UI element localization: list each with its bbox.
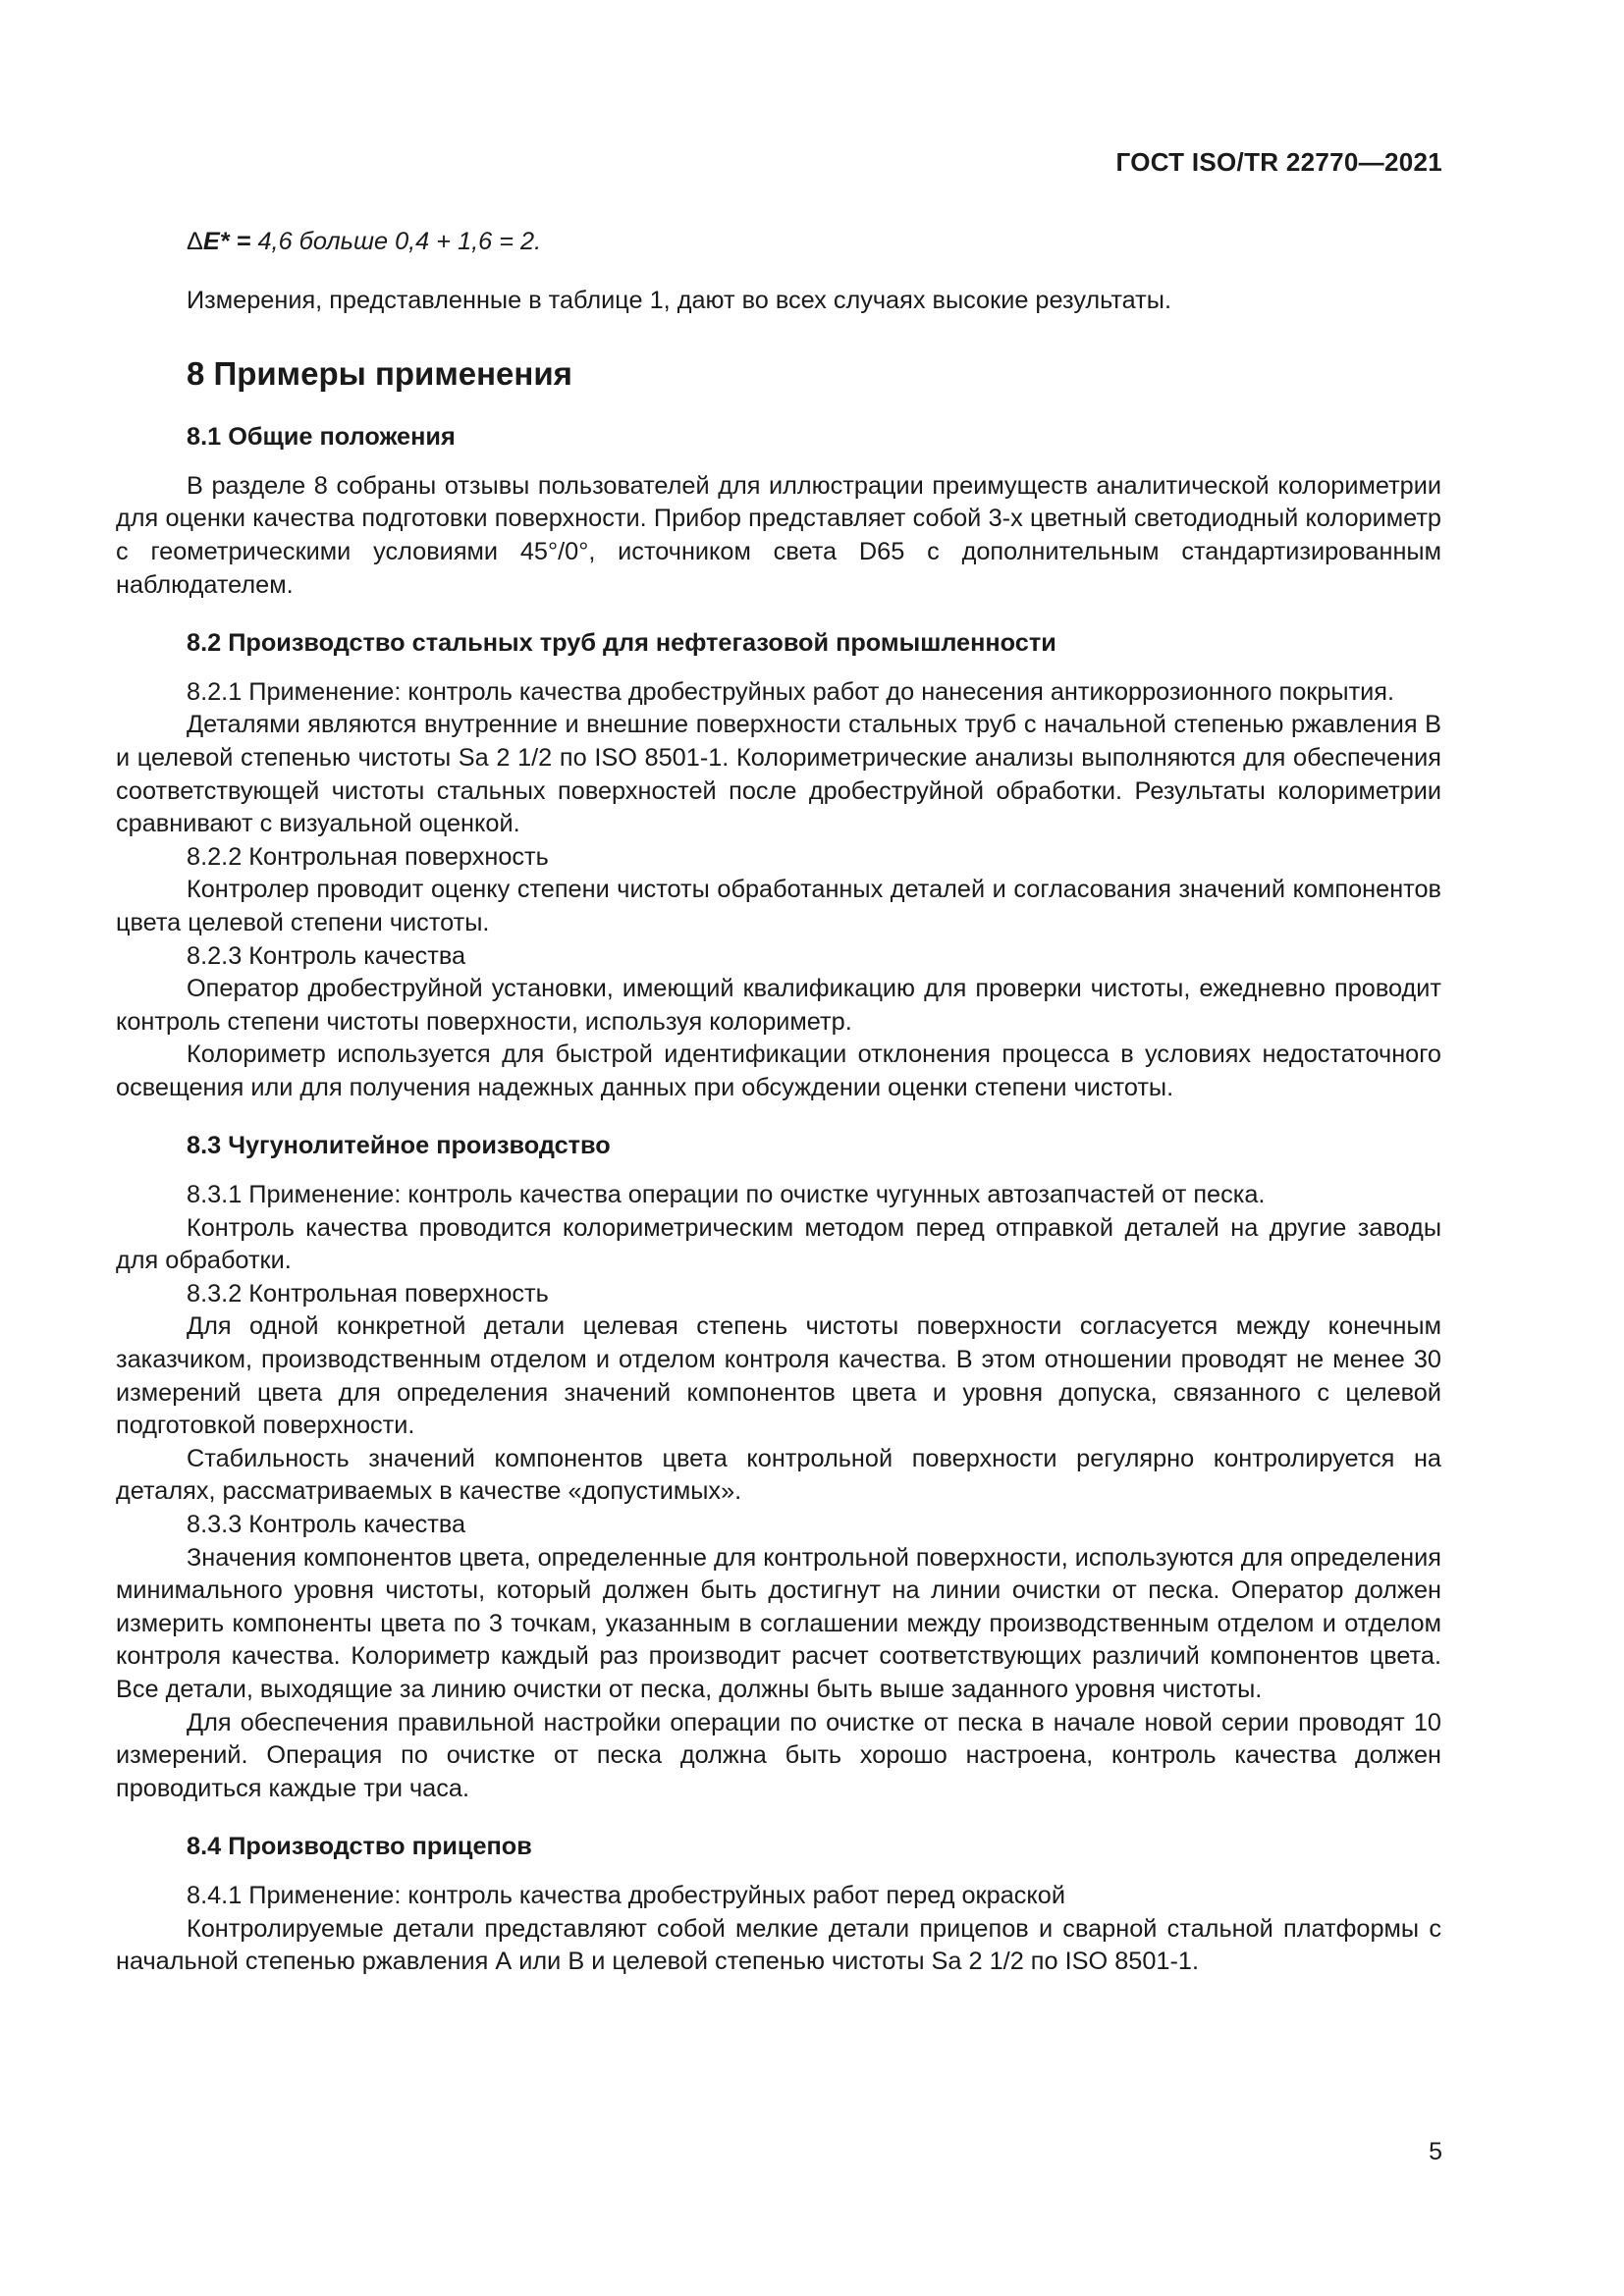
document-header: ГОСТ ISO/TR 22770—2021 (1115, 147, 1442, 177)
paragraph: 8.3.2 Контрольная поверхность (187, 1279, 549, 1308)
paragraph: Контроль качества проводится колориметрическим методом перед отправкой деталей на другие заводы для обработки. (116, 1213, 1441, 1275)
paragraph: 8.2.3 Контроль качества (187, 941, 466, 970)
section-8-3-heading: 8.3 Чугунолитейное производство (187, 1132, 611, 1160)
paragraph: 8.4.1 Применение: контроль качества дробеструйных работ перед окраской (187, 1881, 1065, 1909)
paragraph: 8.2.1 Применение: контроль качества дробеструйных работ до нанесения антикоррозионного покрытия. (187, 677, 1395, 706)
paragraph: Для одной конкретной детали целевая степень чистоты поверхности согласуется между конечным заказчиком, производственным отделом и отделом контроля качества. В этом отношении проводят не менее 30 измерений цвета для определения значений компонентов цвета и уровня допуска, связанного с целевой подготовкой поверхности. (116, 1312, 1441, 1440)
paragraph: 8.3.3 Контроль качества (187, 1511, 466, 1538)
section-8-1-heading: 8.1 Общие положения (187, 423, 456, 452)
intro-paragraph: Измерения, представленные в таблице 1, дают во всех случаях высокие результаты. (187, 286, 1171, 314)
paragraph: Колориметр используется для быстрой идентификации отклонения процесса в условиях недостаточного освещения или для получения надежных данных при обсуждении оценки степени чистоты. (116, 1041, 1441, 1101)
paragraph: 8.3.1 Применение: контроль качества операции по очистке чугунных автозапчастей от песка. (187, 1181, 1266, 1209)
formula-symbol: E* = (202, 228, 251, 255)
paragraph: Оператор дробеструйной установки, имеющий квалификацию для проверки чистоты, ежедневно проводит контроль степени чистоты поверхности, используя колориметр. (116, 975, 1441, 1036)
page-number: 5 (1429, 2138, 1442, 2165)
paragraph: Значения компонентов цвета, определенные для контрольной поверхности, используются для определения минимального уровня чистоты, который должен быть достигнут на линии очистки от песка. Оператор должен измерить компоненты цвета по 3 точкам, указанным в соглашении между производственным отделом и отделом контроля качества. Колориметр каждый раз производит расчет соответствующих различий компонентов цвета. Все детали, выходящие за линию очистки от песка, должны быть выше заданного уровня чистоты. (116, 1543, 1441, 1703)
section-8-4-heading: 8.4 Производство прицепов (187, 1833, 532, 1861)
paragraph: Для обеспечения правильной настройки операции по очистке от песка в начале новой серии проводят 10 измерений. Операция по очистке от песка должна быть хорошо настроена, контроль качества должен проводиться каждые три часа. (116, 1708, 1441, 1802)
formula (116, 226, 1441, 259)
section-8-2-heading: 8.2 Производство стальных труб для нефтегазовой промышленности (187, 629, 1056, 658)
paragraph: Деталями являются внутренние и внешние поверхности стальных труб с начальной степенью ржавления В и целевой степенью чистоты Sa 2 1/2 по ISO 8501-1. Колориметрические анализы выполняются для обеспечения соответствующей чистоты стальных поверхностей после дробеструйной обработки. Результаты колориметрии сравнивают с визуальной оценкой. (116, 711, 1441, 838)
section-8-heading: 8 Примеры применения (187, 355, 572, 393)
paragraph: Стабильность значений компонентов цвета контрольной поверхности регулярно контролируется на деталях, рассматриваемых в качестве «допустимых». (116, 1444, 1441, 1506)
formula-text: 4,6 больше 0,4 + 1,6 = 2. (250, 228, 542, 255)
paragraph: В разделе 8 собраны отзывы пользователей для иллюстрации преимуществ аналитической колориметрии для оценки качества подготовки поверхности. Прибор представляет собой 3-х цветный светодиодный колориметр с геометрическими условиями 45°/0°, источником света D65 с дополнительным стандартизированным наблюдателем. (116, 471, 1441, 599)
paragraph: Контролер проводит оценку степени чистоты обработанных деталей и согласования значений компонентов цвета целевой степени чистоты. (116, 876, 1441, 936)
document-body (116, 226, 1441, 1979)
formula-delta: Δ (187, 228, 203, 255)
paragraph: 8.2.2 Контрольная поверхность (187, 842, 549, 871)
paragraph: Контролируемые детали представляют собой мелкие детали прицепов и сварной стальной платформы с начальной степенью ржавления А или В и целевой степенью чистоты Sa 2 1/2 по ISO 8501-1. (116, 1914, 1441, 1976)
